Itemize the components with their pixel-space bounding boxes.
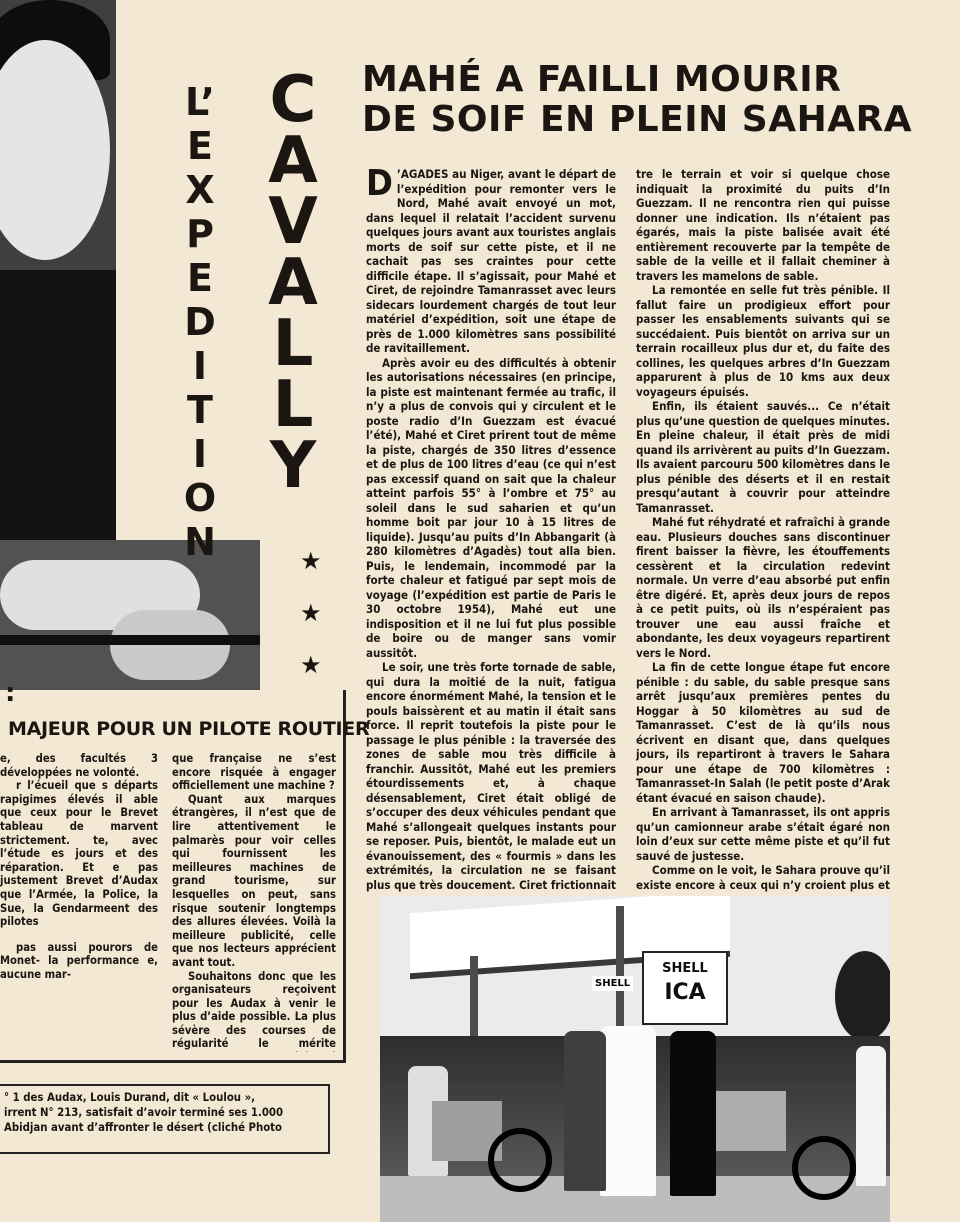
headline-line: MAHÉ A FAILLI MOURIR — [362, 59, 842, 100]
vertical-letter: E — [187, 256, 213, 300]
caption-line: irrent N° 213, satisfait d’avoir terminé ses 1.000 — [4, 1106, 284, 1119]
star-icon: ★ — [300, 599, 322, 627]
star-ornaments — [300, 535, 320, 691]
person — [670, 1031, 716, 1196]
vertical-letter: I — [192, 432, 208, 476]
sidebar-colon: : — [5, 678, 16, 708]
vertical-heading-cavally — [258, 63, 328, 503]
sidebar-paragraph: Souhaitons donc que les organisateurs reçoivent pour les Audax à venir le plus d’aide possible. La plus sévère des courses de régularité le mérite — [172, 969, 336, 1051]
pilot-photo — [0, 0, 116, 540]
wheel — [488, 1128, 552, 1192]
vertical-letter: L’ — [185, 80, 215, 124]
vertical-letter: E — [187, 124, 213, 168]
article-paragraph: La remontée en selle fut très pénible. Il fallut faire un prodigieux effort pour passer les ensablements suivants qui se succédaient. Puis bientôt on arriva sur un terrain rocailleux plus dur et, du faite des collines, les quelques arbres d’In Guezzam apparurent à plus de 10 kms aux deux voyageurs épuisés. — [636, 283, 890, 399]
pilot-shirt — [0, 270, 116, 540]
shell-sign-text: ICA — [664, 980, 706, 1005]
expedition-photo — [380, 896, 890, 1222]
article-paragraph: Comme on le voit, le Sahara prouve qu’il existe encore à ceux qui n’y croient plus et — [636, 863, 890, 892]
sidebar-column-1 — [0, 752, 158, 1052]
shell-sign — [642, 951, 728, 1025]
sidebar-paragraph: que française ne s’est encore risquée à engager officiellement une machine ? — [172, 752, 336, 793]
vertical-letter: D — [184, 300, 216, 344]
vertical-letter: A — [268, 246, 318, 320]
caption-line: Abidjan avant d’affronter le désert (cliché Photo — [4, 1121, 283, 1134]
vertical-letter: L — [272, 368, 314, 442]
article-paragraph: Enfin, ils étaient sauvés... Ce n’était plus qu’une question de quelques minutes. En pleine chaleur, il était près de midi quand ils arrivèrent au puits d’In Guezzam. Ils avaient parcouru 500 kilomètres dans le plus pénible des déserts et il en restait presqu’autant à couvrir pour atteindre Tamanrasset. — [636, 399, 890, 515]
star-icon: ★ — [300, 547, 322, 575]
article-paragraph: tre le terrain et voir si quelque chose indiquait la proximité du puits d’In Guezzam. Il ne rencontra rien qui puisse donner une indication. Ils n’étaient pas égarés, mais la piste balisée avait été entièrement recouverte par la tempête de sable de la veille et il fallait cheminer à travers les mamelons de sable. — [636, 167, 890, 283]
vertical-letter: A — [268, 124, 318, 198]
article-column-1 — [366, 167, 616, 892]
person — [600, 1026, 656, 1196]
vertical-letter: N — [184, 520, 216, 564]
station-pillar — [470, 956, 478, 1046]
article-paragraph: En arrivant à Tamanrasset, ils ont appris qu’un camionneur arabe s’était égaré non loin d’eux sur cette même piste et qu’il fut sauvé de justesse. — [636, 805, 890, 863]
paragraph-text: ’AGADES au Niger, avant le départ de l’expédition pour remonter vers le Nord, Mahé avait envoyé un mot, dans lequel il relatait l’accident survenu quelques jours avant aux touristes anglais morts de soif sur cette piste, et il ne cachait pas ses craintes pour cette difficile étape. Il s’agissait, pour Mahé et Ciret, de rejoindre Tamanrasset avec leurs sidecars lourdement chargés de tout leur matériel d’expédition, soit une étape de près de 1.000 kilomètres sans possibilité de ravitaillement. — [366, 167, 616, 355]
article-column-2 — [636, 167, 890, 892]
person — [856, 1046, 886, 1186]
article-paragraph: La fin de cette longue étape fut encore pénible : du sable, du sable presque sans arrêt jusqu’aux premières pentes du Hoggar à 50 kilomètres au sud de Tamanrasset. C’est de là qu’ils nous écrivent en disant que, dans quelques jours, ils repartiront à travers le Sahara pour une étape de 700 kilomètres : Tamanrasset-In Salah (le petit poste d’Arak étant évacué en saison chaude). — [636, 660, 890, 805]
sidebar-title: MAJEUR POUR UN PILOTE ROUTIER — [8, 718, 370, 740]
sidecar — [716, 1091, 786, 1151]
article-paragraph: Mahé fut réhydraté et rafraîchi à grande eau. Plusieurs douches sans discontinuer firent baisser la fièvre, les étouffements cessèrent et la circulation redevint normale. Un verre d’eau absorbé put enfin être digéré. Et, après deux jours de repos à ce petit puits, où ils n’espéraient pas trouver une eau aussi fraîche et abondante, les deux voyageurs repartirent vers le Nord. — [636, 515, 890, 660]
vertical-letter: X — [185, 168, 215, 212]
vertical-letter: I — [192, 344, 208, 388]
vertical-letter: Y — [269, 429, 317, 503]
vertical-letter: P — [186, 212, 214, 256]
vertical-letter: C — [269, 63, 317, 137]
article-paragraph: Après avoir eu des difficultés à obtenir les autorisations nécessaires (en principe, la piste est maintenant fermée au trafic, il n’y a plus de convois qui y circulent et le poste radio d’In Guezzam est évacué l’été), Mahé et Ciret prirent tout de même la piste, chargés de 350 litres d’essence et de plus de 100 litres d’eau (ce qui n’est pas excessif quand on sait que la chaleur atteint parfois 55° à l’ombre et 75° au soleil dans le sud saharien et qu’un homme boit par jour 10 à 15 litres de liquide). Jusqu’au puits d’In Abbangarit (à 280 kilomètres d’Agadès) tout alla bien. Puis, le lendemain, incommodé par la forte chaleur et fatigué par sept mois de voyage (l’expédition est partie de Paris le 30 octobre 1954), Mahé eut une indisposition et il ne lui fut plus possible de boire ou de manger sans vomir aussitôt. — [366, 355, 616, 660]
person — [564, 1031, 606, 1191]
shell-small-sign: SHELL — [592, 976, 633, 991]
dropcap: D — [366, 167, 393, 204]
article-paragraph — [366, 167, 616, 356]
photo-caption — [4, 1090, 324, 1135]
vertical-heading-expedition — [170, 80, 230, 564]
vertical-letter: T — [187, 388, 213, 432]
article-paragraph: Le soir, une très forte tornade de sable, qui dura la moitié de la nuit, fatigua encore énormément Mahé, la tension et le pouls baissèrent et au matin il était sans force. Il reprit toutefois la piste pour le passage le plus pénible : la traversée des zones de sable mou très difficile à franchir. Aussitôt, Mahé eut les premiers étourdissements et, à chaque désensablement, Ciret était obligé de s’occuper des deux véhicules pendant que Mahé s’allongeait quelques instants pour se reposer. Puis, bientôt, le malade eut un évanouissement, des « fourmis » dans les extrémités, la circulation ne se faisant plus que très doucement. Ciret frictionnait — [366, 660, 616, 892]
sidebar-column-2 — [172, 752, 336, 1052]
sidebar-paragraph: r l’écueil que s départs rapigimes élevés il able que ceux pour le Brevet tableau de marvent strictement. te, avec l’étude es jours et des réparation. Et e pas justement Brevet d’Audax que l’Armée, la Police, la Sue, la Gendarmeent des pilotes — [0, 779, 158, 929]
caption-line: ° 1 des Audax, Louis Durand, dit « Loulou », — [4, 1091, 255, 1104]
sidebar-paragraph: Quant aux marques étrangères, il n’est que de lire attentivement le palmarès pour voir celles qui fournissent les meilleures machines de grand tourisme, sur lesquelles on peut, sans risque soutenir longtemps des allures élevées. Voilà la meilleure publicité, celle que nos lecteurs apprécient avant tout. — [172, 792, 336, 969]
shell-sign-text: SHELL — [662, 961, 708, 976]
star-icon: ★ — [300, 651, 322, 679]
vertical-letter: L — [272, 307, 314, 381]
tree — [835, 951, 890, 1041]
vertical-letter: V — [268, 185, 318, 259]
headline-line: DE SOIF EN PLEIN SAHARA — [362, 99, 913, 140]
sidebar-paragraph: pas aussi pourors de Monet- la performance e, aucune mar- — [0, 940, 158, 981]
vertical-letter: O — [183, 476, 217, 520]
pilot-hand — [110, 610, 230, 680]
sidebar-paragraph: e, des facultés 3 développées ne volonté. — [0, 752, 158, 779]
handlebar — [0, 635, 260, 645]
headline — [362, 60, 922, 140]
wheel — [792, 1136, 856, 1200]
